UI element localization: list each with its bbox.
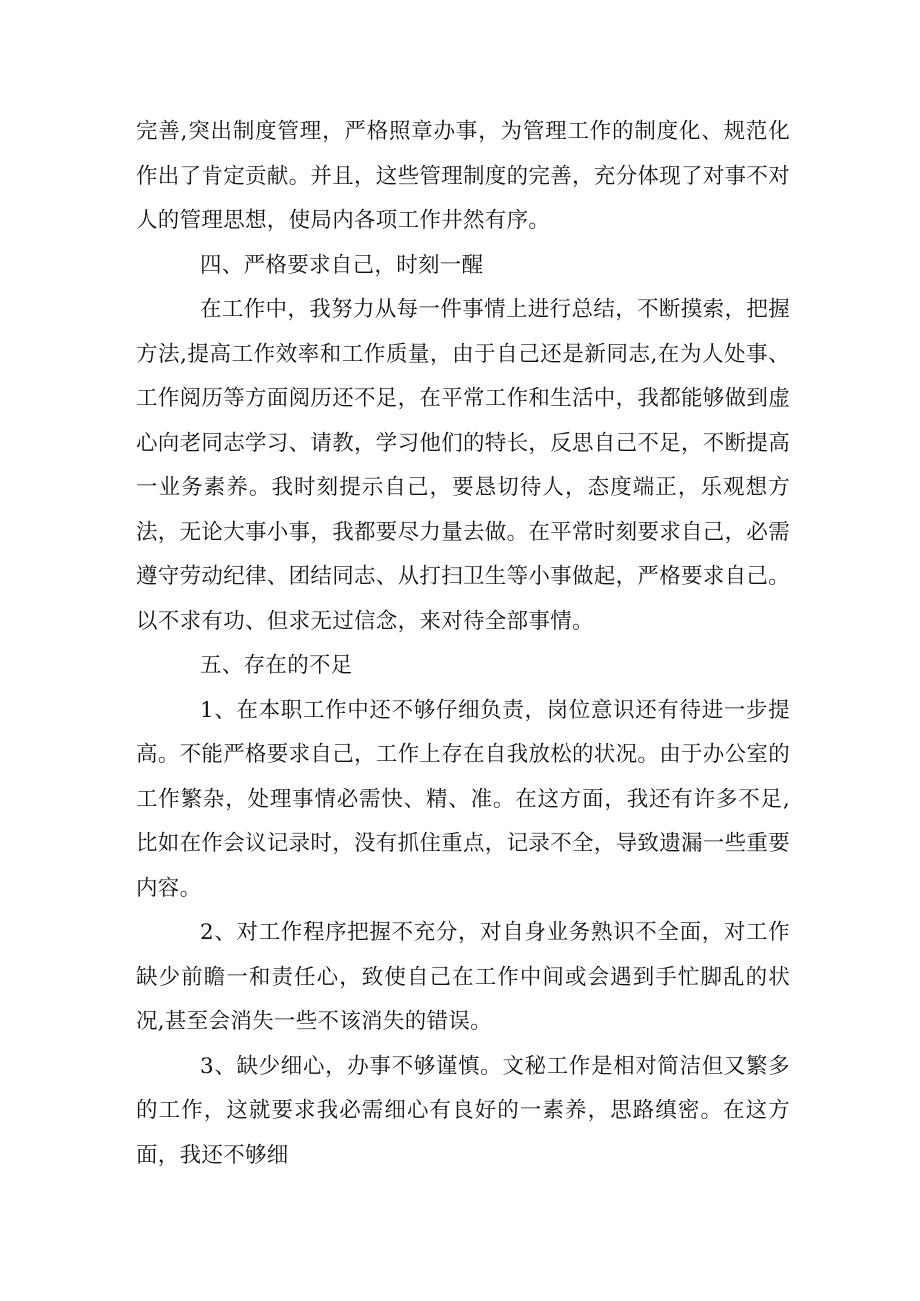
paragraph-shortcoming-3: 3、缺少细心，办事不够谨慎。文秘工作是相对简洁但又繁多的工作，这就要求我必需细心有良好的一素养，思路缜密。在这方面，我还不够细 bbox=[136, 1053, 790, 1168]
paragraph-shortcoming-2: 2、对工作程序把握不充分，对自身业务熟识不全面，对工作缺少前瞻一和责任心，致使自己在工作中间或会遇到手忙脚乱的状况,甚至会消失一些不该消失的错误。 bbox=[136, 920, 790, 1034]
section-heading-five: 五、存在的不足 bbox=[200, 653, 353, 678]
paragraph-shortcoming-1: 1、在本职工作中还不够仔细负责，岗位意识还有待进一步提高。不能严格要求自己，工作上存在自我放松的状况。由于办公室的工作繁杂，处理事情必需快、精、准。在这方面，我还有许多不足,比如在作会议记录时，没有抓住重点，记录不全，导致遗漏一些重要内容。 bbox=[136, 697, 791, 901]
paragraph-continuation: 完善,突出制度管理，严格照章办事，为管理工作的制度化、规范化作出了肯定贡献。并且，这些管理制度的完善，充分体现了对事不对人的管理思想，使局内各项工作井然有序。 bbox=[136, 119, 791, 233]
section-heading-four: 四、严格要求自己，时刻一醒 bbox=[200, 252, 484, 278]
document-body bbox=[136, 110, 790, 1178]
paragraph-section-four: 在工作中，我努力从每一件事情上进行总结，不断摸索，把握方法,提高工作效率和工作质量，由于自己还是新同志,在为人处事、工作阅历等方面阅历还不足，在平常工作和生活中，我都能够做到虚心向老同志学习、请教，学习他们的特长，反思自己不足，不断提高一业务素养。我时刻提示自己，要恳切待人，态度端正，乐观想方法，无论大事小事，我都要尽力量去做。在平常时刻要求自己，必需遵守劳动纪律、团结同志、从打扫卫生等小事做起，严格要求自己。以不求有功、但求无过信念，来对待全部事情。 bbox=[136, 297, 791, 634]
